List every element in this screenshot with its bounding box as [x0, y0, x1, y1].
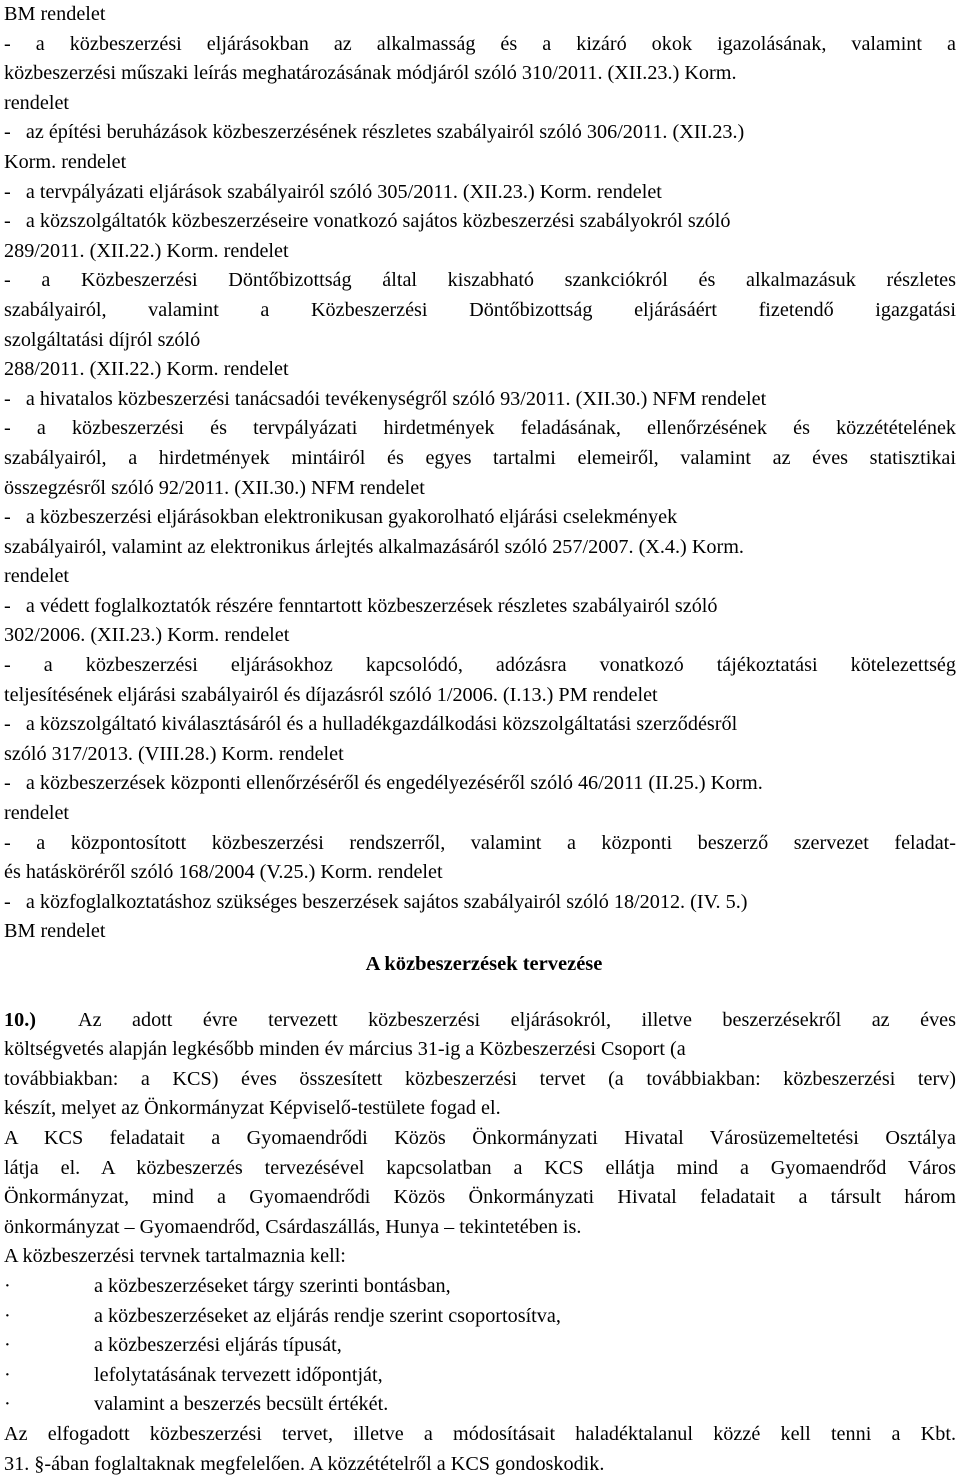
decree-line: - a közbeszerzési eljárásokhoz kapcsolódó, adózásra vonatkozó tájékoztatási kötelezettség: [4, 651, 956, 681]
decree-line: szabályairól, a hirdetmények mintáiról és egyes tartalmi elemeiről, valamint az éves statisztikai: [4, 444, 956, 474]
item-number: 10.): [4, 1006, 78, 1036]
paragraph-first-line: [4, 1006, 956, 1036]
decree-line: - a Közbeszerzési Döntőbizottság által kiszabható szankciókról és alkalmazásuk részletes: [4, 266, 956, 296]
bullet-icon: ·: [4, 1361, 94, 1391]
body-paragraph: [4, 1006, 956, 1272]
closing-line: Az elfogadott közbeszerzési tervet, illetve a módosításait haladéktalanul közzé kell tenni a Kbt.: [4, 1420, 956, 1450]
list-item-text: a közbeszerzési eljárás típusát,: [94, 1334, 342, 1356]
decree-line: rendelet: [4, 89, 956, 119]
decree-line: - a közszolgáltató kiválasztásáról és a hulladékgazdálkodási közszolgáltatási szerződésről: [4, 710, 956, 740]
decree-line: szóló 317/2013. (VIII.28.) Korm. rendelet: [4, 740, 956, 770]
bullet-icon: ·: [4, 1272, 94, 1302]
decree-line: BM rendelet: [4, 0, 956, 30]
decree-line: rendelet: [4, 562, 956, 592]
decree-line: Korm. rendelet: [4, 148, 956, 178]
list-item-text: a közbeszerzéseket az eljárás rendje szerint csoportosítva,: [94, 1305, 561, 1327]
decree-line: teljesítésének eljárási szabályairól és díjazásról szóló 1/2006. (I.13.) PM rendelet: [4, 681, 956, 711]
paragraph-line: költségvetés alapján legkésőbb minden év március 31-ig a Közbeszerzési Csoport (a: [4, 1035, 956, 1065]
bullet-icon: ·: [4, 1390, 94, 1420]
list-item: [4, 1390, 956, 1420]
decree-line: 302/2006. (XII.23.) Korm. rendelet: [4, 621, 956, 651]
paragraph-line: látja el. A közbeszerzés tervezésével kapcsolatban a KCS ellátja mind a Gyomaendrőd Város: [4, 1154, 956, 1184]
decree-line: - a közbeszerzési és tervpályázati hirdetmények feladásának, ellenőrzésének és közzétételének: [4, 414, 956, 444]
decree-line: 288/2011. (XII.22.) Korm. rendelet: [4, 355, 956, 385]
spacer: [4, 980, 956, 1006]
decree-line: összegzésről szóló 92/2011. (XII.30.) NFM rendelet: [4, 474, 956, 504]
paragraph-line: továbbiakban: a KCS) éves összesített közbeszerzési tervet (a továbbiakban: közbeszerzési terv): [4, 1065, 956, 1095]
list-item-text: a közbeszerzéseket tárgy szerinti bontásban,: [94, 1275, 451, 1297]
list-item: [4, 1331, 956, 1361]
decree-line: szabályairól, valamint a Közbeszerzési Döntőbizottság eljárásáért fizetendő igazgatási: [4, 296, 956, 326]
bullet-icon: ·: [4, 1331, 94, 1361]
list-item: [4, 1361, 956, 1391]
decree-line: - az építési beruházások közbeszerzésének részletes szabályairól szóló 306/2011. (XII.23.): [4, 118, 956, 148]
paragraph-line: készít, melyet az Önkormányzat Képviselő-testülete fogad el.: [4, 1094, 956, 1124]
decree-line: közbeszerzési műszaki leírás meghatározásának módjáról szóló 310/2011. (XII.23.) Korm.: [4, 59, 956, 89]
decree-line: 289/2011. (XII.22.) Korm. rendelet: [4, 237, 956, 267]
decree-line: - a hivatalos közbeszerzési tanácsadói tevékenységről szóló 93/2011. (XII.30.) NFM rendelet: [4, 385, 956, 415]
decree-line: és hatásköréről szóló 168/2004 (V.25.) Korm. rendelet: [4, 858, 956, 888]
decree-line: szabályairól, valamint az elektronikus árlejtés alkalmazásáról szóló 257/2007. (X.4.) Korm.: [4, 533, 956, 563]
decree-line: - a védett foglalkoztatók részére fenntartott közbeszerzések részletes szabályairól szóló: [4, 592, 956, 622]
list-item-text: lefolytatásának tervezett időpontját,: [94, 1364, 383, 1386]
decree-line: - a közbeszerzési eljárásokban elektronikusan gyakorolható eljárási cselekmények: [4, 503, 956, 533]
decree-line: - a tervpályázati eljárások szabályairól szóló 305/2011. (XII.23.) Korm. rendelet: [4, 178, 956, 208]
closing-line: 31. §-ában foglaltaknak megfelelően. A közzétételről a KCS gondoskodik.: [4, 1450, 956, 1479]
closing-paragraph: [4, 1420, 956, 1479]
decree-list: [4, 0, 956, 947]
decree-line: rendelet: [4, 799, 956, 829]
list-item: [4, 1272, 956, 1302]
paragraph-line: A KCS feladatait a Gyomaendrődi Közös Önkormányzati Hivatal Városüzemeltetési Osztálya: [4, 1124, 956, 1154]
decree-line: - a központosított közbeszerzési rendszerről, valamint a központi beszerző szervezet feladat-: [4, 829, 956, 859]
section-heading: A közbeszerzések tervezése: [4, 950, 956, 980]
bullet-icon: ·: [4, 1302, 94, 1332]
paragraph-text: Az adott évre tervezett közbeszerzési eljárásokról, illetve beszerzésekről az éves: [78, 1006, 956, 1036]
list-item-text: valamint a beszerzés becsült értékét.: [94, 1393, 388, 1415]
decree-line: szolgáltatási díjról szóló: [4, 326, 956, 356]
paragraph-line: A közbeszerzési tervnek tartalmaznia kell:: [4, 1242, 956, 1272]
decree-line: BM rendelet: [4, 917, 956, 947]
decree-line: - a közfoglalkoztatáshoz szükséges beszerzések sajátos szabályairól szóló 18/2012. (IV. 5.): [4, 888, 956, 918]
paragraph-line: Önkormányzat, mind a Gyomaendrődi Közös Önkormányzati Hivatal feladatait a társult három: [4, 1183, 956, 1213]
list-item: [4, 1302, 956, 1332]
bullet-list: [4, 1272, 956, 1420]
document-page: [4, 0, 956, 1479]
decree-line: - a közbeszerzések központi ellenőrzéséről és engedélyezéséről szóló 46/2011 (II.25.) Korm.: [4, 769, 956, 799]
decree-line: - a közbeszerzési eljárásokban az alkalmasság és a kizáró okok igazolásának, valamint a: [4, 30, 956, 60]
paragraph-line: önkormányzat – Gyomaendrőd, Csárdaszállás, Hunya – tekintetében is.: [4, 1213, 956, 1243]
decree-line: - a közszolgáltatók közbeszerzéseire vonatkozó sajátos közbeszerzési szabályokról szóló: [4, 207, 956, 237]
